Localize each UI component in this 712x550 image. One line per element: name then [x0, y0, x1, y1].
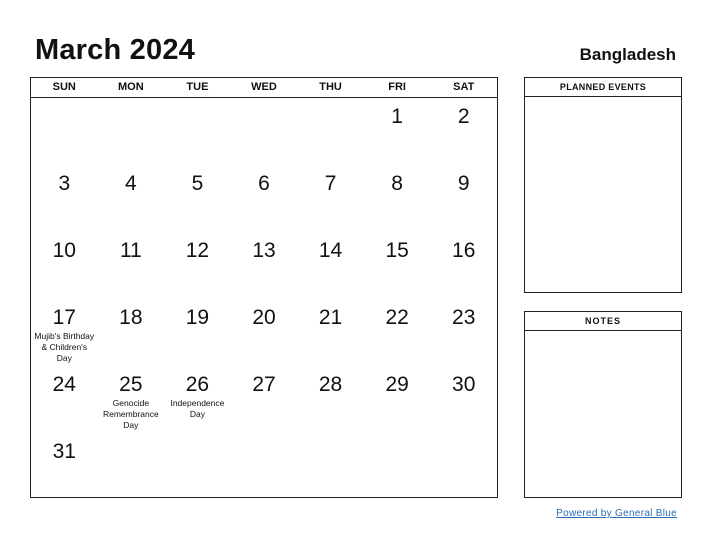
day-number — [98, 98, 165, 105]
day-cell — [231, 433, 298, 500]
day-cell — [364, 366, 431, 433]
day-number: 3 — [58, 172, 71, 195]
day-cell — [31, 98, 98, 165]
day-cell — [297, 165, 364, 232]
day-cell — [31, 299, 98, 366]
day-number: 6 — [258, 172, 270, 195]
day-cell — [364, 232, 431, 299]
day-number: 9 — [457, 172, 470, 195]
calendar-weeks — [31, 98, 497, 500]
day-number: 18 — [119, 306, 143, 329]
day-number: 5 — [191, 172, 204, 195]
day-number: 13 — [252, 239, 276, 262]
day-number: 2 — [457, 105, 470, 128]
day-number: 21 — [318, 306, 343, 329]
day-cell — [31, 433, 98, 500]
day-number: 23 — [452, 306, 476, 329]
day-cell — [164, 366, 231, 433]
day-number: 31 — [52, 440, 76, 463]
day-cell — [430, 433, 497, 500]
notes-title: NOTES — [525, 312, 681, 331]
day-number — [98, 433, 165, 440]
day-number: 26 — [185, 373, 210, 396]
day-number — [430, 433, 497, 440]
day-cell — [430, 98, 497, 165]
day-cell — [164, 299, 231, 366]
day-cell — [430, 366, 497, 433]
day-cell — [364, 299, 431, 366]
weekday-sun: SUN — [52, 81, 76, 93]
day-number: 30 — [452, 373, 476, 396]
day-cell — [164, 232, 231, 299]
day-number: 29 — [385, 373, 409, 396]
holiday-label: Genocide Remembrance Day — [102, 398, 159, 430]
holiday-label: Independence Day — [170, 398, 225, 419]
powered-by-link[interactable]: Powered by General Blue — [556, 508, 677, 519]
day-number: 1 — [391, 105, 403, 128]
day-number: 7 — [324, 172, 337, 195]
country-label: Bangladesh — [579, 45, 676, 64]
day-cell — [98, 232, 165, 299]
day-cell — [31, 165, 98, 232]
weekday-fri: FRI — [388, 81, 406, 93]
calendar-grid — [30, 77, 498, 498]
weekday-mon: MON — [118, 81, 144, 93]
day-number: 17 — [52, 306, 76, 329]
weekday-wed: WED — [251, 81, 277, 93]
day-cell — [98, 98, 165, 165]
day-cell — [231, 299, 298, 366]
day-cell — [164, 98, 231, 165]
day-number: 16 — [452, 239, 476, 262]
day-number: 25 — [119, 373, 143, 396]
day-cell — [430, 165, 497, 232]
planned-events-title: PLANNED EVENTS — [525, 78, 681, 97]
day-cell — [231, 366, 298, 433]
day-number: 11 — [119, 239, 142, 262]
day-cell — [98, 366, 165, 433]
day-number: 4 — [125, 172, 137, 195]
day-cell — [364, 433, 431, 500]
day-number: 19 — [185, 306, 210, 329]
day-cell — [98, 299, 165, 366]
day-number: 12 — [185, 239, 210, 262]
day-number — [164, 98, 231, 105]
notes-panel — [524, 311, 682, 498]
day-number — [31, 98, 98, 105]
day-cell — [364, 98, 431, 165]
day-number — [297, 98, 364, 105]
day-number: 20 — [252, 306, 276, 329]
page-title: March 2024 — [35, 34, 195, 66]
day-cell — [231, 98, 298, 165]
day-number: 14 — [318, 239, 343, 262]
day-cell — [31, 232, 98, 299]
day-cell — [430, 299, 497, 366]
day-cell — [98, 165, 165, 232]
weekday-sat: SAT — [453, 81, 475, 93]
day-number — [364, 433, 431, 440]
day-number: 15 — [385, 239, 409, 262]
holiday-label: Mujib's Birthday & Children's Day — [34, 331, 95, 363]
day-cell — [297, 366, 364, 433]
day-cell — [164, 433, 231, 500]
day-cell — [430, 232, 497, 299]
day-number — [231, 433, 298, 440]
day-number: 22 — [385, 306, 409, 329]
day-number: 27 — [252, 373, 276, 396]
day-number: 28 — [318, 373, 343, 396]
day-number — [231, 98, 298, 105]
weekday-header-row — [31, 78, 497, 98]
day-cell — [297, 98, 364, 165]
day-cell — [297, 299, 364, 366]
day-cell — [31, 366, 98, 433]
day-number: 24 — [52, 373, 76, 396]
weekday-thu: THU — [319, 81, 342, 93]
day-number: 8 — [391, 172, 403, 195]
day-cell — [364, 165, 431, 232]
day-number: 10 — [52, 239, 76, 262]
day-cell — [297, 433, 364, 500]
day-cell — [231, 232, 298, 299]
weekday-tue: TUE — [186, 81, 209, 93]
day-number — [164, 433, 231, 440]
day-number — [297, 433, 364, 440]
planned-events-panel — [524, 77, 682, 293]
day-cell — [164, 165, 231, 232]
day-cell — [231, 165, 298, 232]
day-cell — [297, 232, 364, 299]
day-cell — [98, 433, 165, 500]
